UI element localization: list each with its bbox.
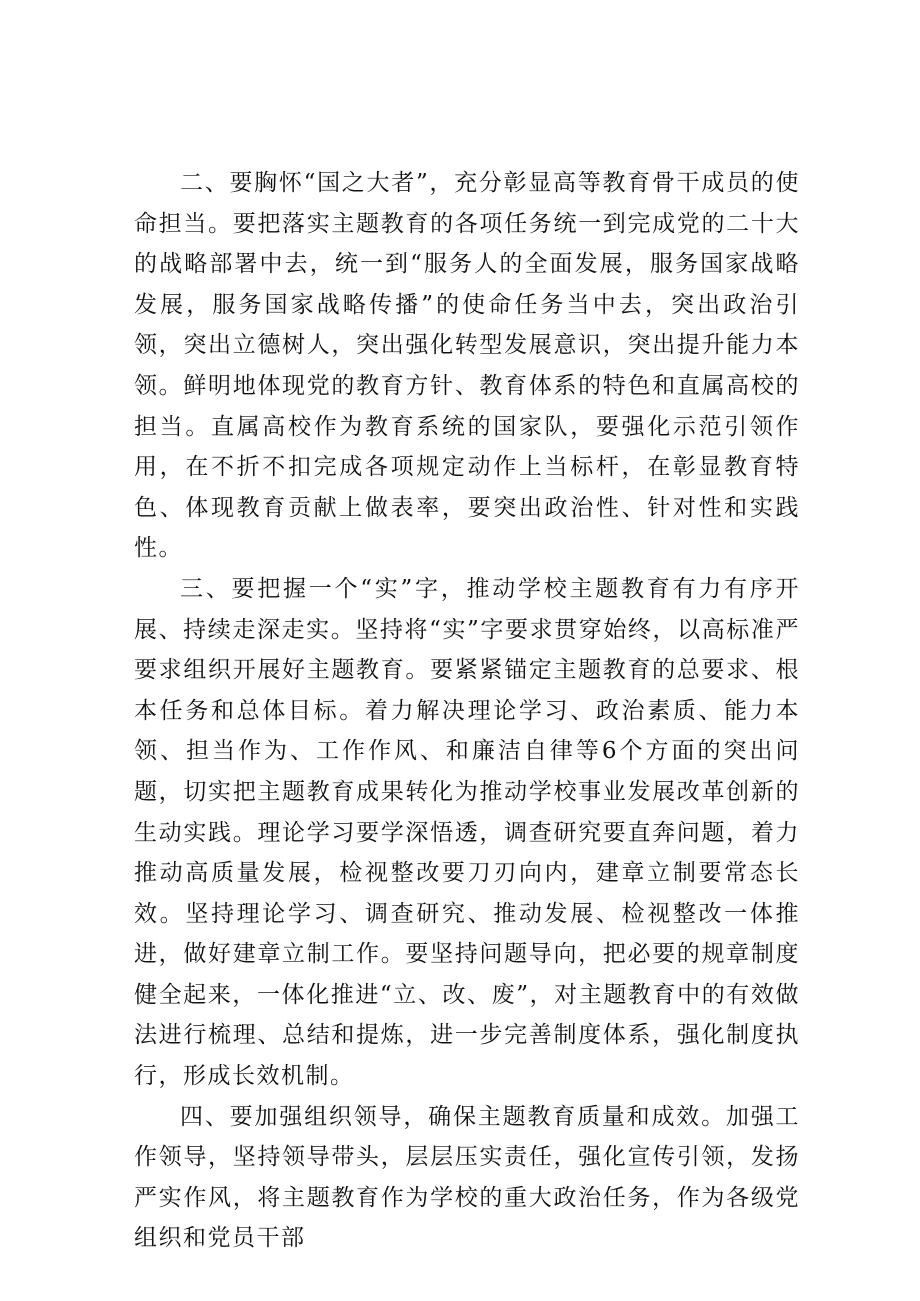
document-body — [134, 163, 800, 1259]
paragraph-three: 三、要把握一个“实”字，推动学校主题教育有力有序开展、持续走深走实。坚持将“实”字要求贯穿始终，以高标准严要求组织开展好主题教育。要紧紧锚定主题教育的总要求、根本任务和总体目标。着力解决理论学习、政治素质、能力本领、担当作为、工作作风、和廉洁自律等6个方面的突出问题，切实把主题教育成果转化为推动学校事业发展改革创新的生动实践。理论学习要学深悟透，调查研究要直奔问题，着力推动高质量发展，检视整改要刀刃向内，建章立制要常态长效。坚持理论学习、调查研究、推动发展、检视整改一体推进，做好建章立制工作。要坚持问题导向，把必要的规章制度健全起来，一体化推进“立、改、废”，对主题教育中的有效做法进行梳理、总结和提炼，进一步完善制度体系，强化制度执行，形成长效机制。 — [134, 575, 800, 1090]
paragraph-two: 二、要胸怀“国之大者”，充分彰显高等教育骨干成员的使命担当。要把落实主题教育的各项任务统一到完成党的二十大的战略部署中去，统一到“服务人的全面发展，服务国家战略发展，服务国家战略传播”的使命任务当中去，突出政治引领，突出立德树人，突出强化转型发展意识，突出提升能力本领。鲜明地体现党的教育方针、教育体系的特色和直属高校的担当。直属高校作为教育系统的国家队，要强化示范引领作用，在不折不扣完成各项规定动作上当标杆，在彰显教育特色、体现教育贡献上做表率，要突出政治性、针对性和实践性。 — [134, 170, 800, 562]
paragraph-four: 四、要加强组织领导，确保主题教育质量和成效。加强工作领导，坚持领导带头，层层压实责任，强化宣传引领，发扬严实作风，将主题教育作为学校的重大政治任务，作为各级党组织和党员干部 — [134, 1103, 800, 1252]
